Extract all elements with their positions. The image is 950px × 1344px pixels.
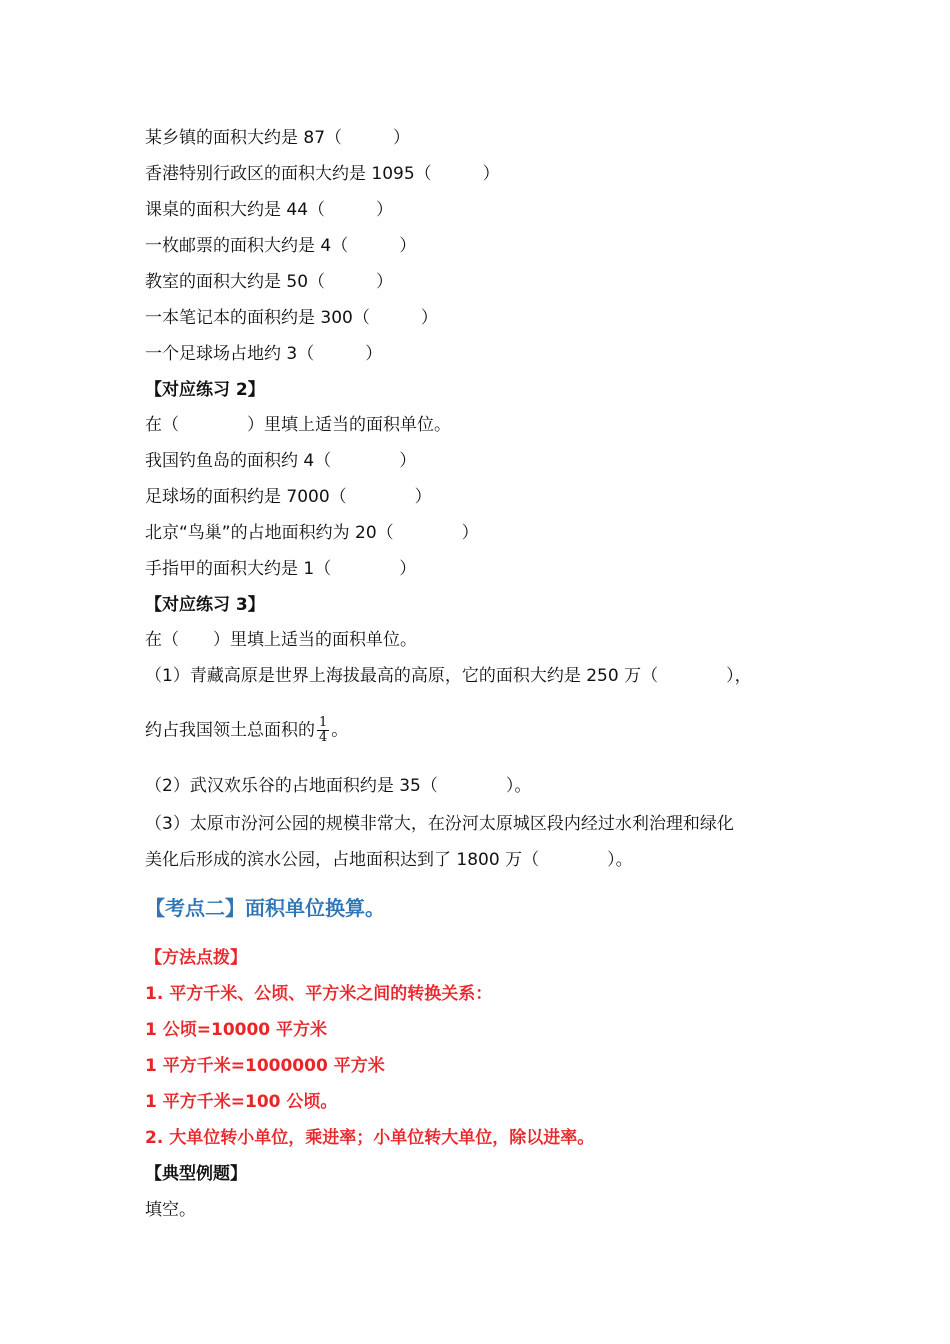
fill-blank-line: 我国钓鱼岛的面积约 4（ ）	[145, 451, 417, 471]
method-line: 2. 大单位转小单位，乘进率；小单位转大单位，除以进率。	[145, 1128, 595, 1148]
fraction-denominator: 4	[319, 730, 328, 745]
exercise-2-instruction: 在（ ）里填上适当的面积单位。	[145, 415, 451, 435]
question-1-line-2	[145, 716, 348, 745]
question-2: （2）武汉欢乐谷的占地面积约是 35（ ）。	[145, 776, 532, 796]
example-text: 填空。	[145, 1200, 196, 1220]
fraction-numerator: 1	[319, 715, 328, 730]
section-heading: 【考点二】面积单位换算。	[145, 896, 385, 920]
exercise-2-title: 【对应练习 2】	[145, 380, 265, 400]
fill-blank-line: 北京“鸟巢”的占地面积约为 20（ ）	[145, 523, 479, 543]
fill-blank-line: 某乡镇的面积大约是 87（ ）	[145, 128, 411, 148]
fill-blank-line: 手指甲的面积大约是 1（ ）	[145, 559, 417, 579]
fill-blank-line: 一个足球场占地约 3（ ）	[145, 344, 383, 364]
question-3-line-2: 美化后形成的滨水公园，占地面积达到了 1800 万（ ）。	[145, 850, 633, 870]
fill-blank-line: 香港特别行政区的面积大约是 1095（ ）	[145, 164, 500, 184]
fill-blank-line: 课桌的面积大约是 44（ ）	[145, 200, 394, 220]
method-line: 1. 平方千米、公顷、平方米之间的转换关系：	[145, 984, 493, 1004]
fill-blank-line: 教室的面积大约是 50（ ）	[145, 272, 394, 292]
method-line: 1 平方千米=1000000 平方米	[145, 1056, 385, 1076]
question-1-text: 约占我国领土总面积的	[145, 720, 315, 741]
question-1-line-1: （1）青藏高原是世界上海拔最高的高原，它的面积大约是 250 万（ ），	[145, 666, 752, 686]
exercise-3-instruction: 在（ ）里填上适当的面积单位。	[145, 630, 417, 650]
fill-blank-line: 一本笔记本的面积约是 300（ ）	[145, 308, 438, 328]
method-title: 【方法点拨】	[145, 948, 247, 968]
question-3-line-1: （3）太原市汾河公园的规模非常大，在汾河太原城区段内经过水利治理和绿化	[145, 814, 734, 834]
method-line: 1 公顷=10000 平方米	[145, 1020, 328, 1040]
fill-blank-line: 足球场的面积约是 7000（ ）	[145, 487, 432, 507]
exercise-3-title: 【对应练习 3】	[145, 595, 265, 615]
method-line: 1 平方千米=100 公顷。	[145, 1092, 338, 1112]
question-1-end: 。	[331, 720, 349, 741]
example-title: 【典型例题】	[145, 1164, 247, 1184]
fraction	[317, 716, 329, 745]
fill-blank-line: 一枚邮票的面积大约是 4（ ）	[145, 236, 417, 256]
